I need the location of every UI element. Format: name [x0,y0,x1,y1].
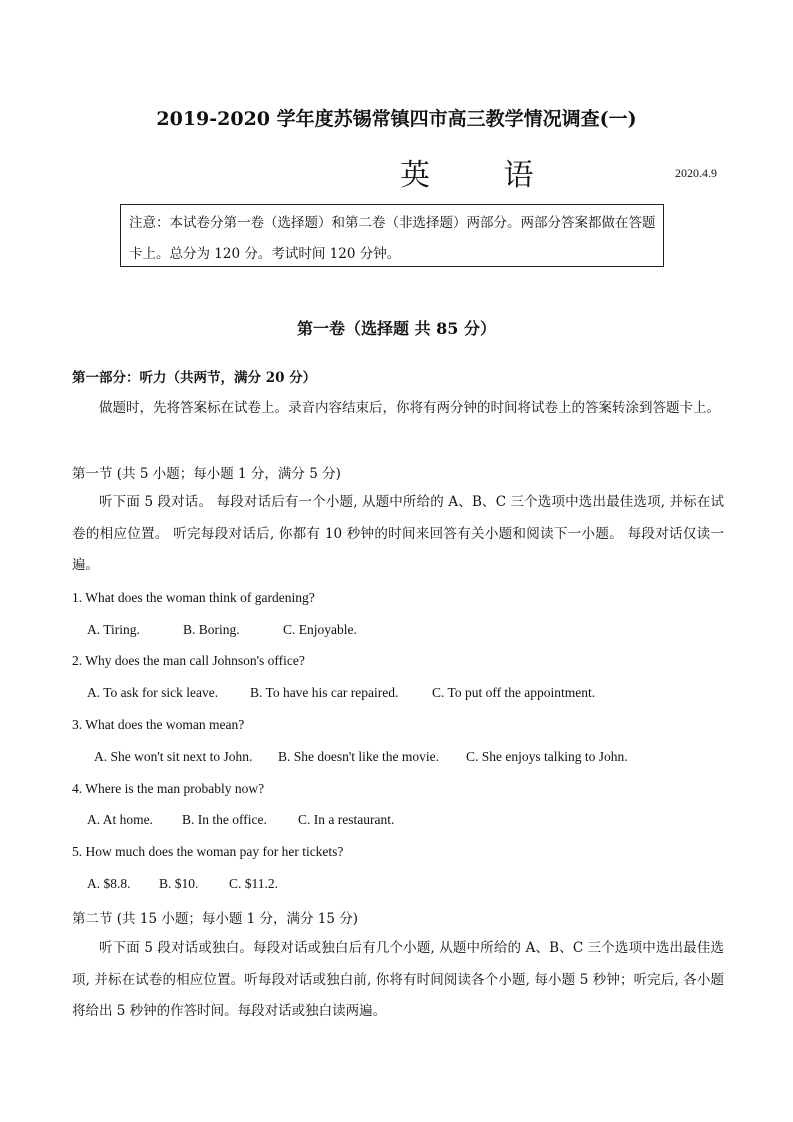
volume1-title: 第一卷（选择题 共 85 分） [297,319,496,338]
question-5-option-c: C. $11.2. [229,876,279,891]
question-5-stem: 5. How much does the woman pay for her tickets? [72,844,344,859]
question-3-option-c: C. She enjoys talking to John. [466,749,628,764]
section2-title: 第二节 (共 15 小题；每小题 1 分，满分 15 分) [72,911,359,927]
question-2-option-b: B. To have his car repaired. [250,685,399,700]
question-1-option-c: C. Enjoyable. [283,622,357,637]
part1-title: 第一部分：听力（共两节，满分 20 分） [72,370,317,386]
question-2-stem: 2. Why does the man call Johnson's office? [72,653,305,668]
section2-instruction: 听下面 5 段对话或独白。每段对话或独白后有几个小题, 从题中所给的 A、B、C 三个选项中选出最佳选项, 并标在试卷的相应位置。听每段对话或独白前, 你将有时间阅读各个小题, 每小题 5 秒钟；听完后, 各小题将给出 5 秒钟的作答时间。每段对话或独白读两遍。 [72,940,724,1019]
question-4-option-c: C. In a restaurant. [298,812,395,827]
subject-title: 英 语 [400,158,566,193]
question-4-stem: 4. Where is the man probably now? [72,781,265,796]
question-4-option-b: B. In the office. [182,812,267,827]
question-1-option-a: A. Tiring. [87,622,140,637]
exam-date: 2020.4.9 [675,166,717,180]
question-5-option-b: B. $10. [159,876,199,891]
question-1-stem: 1. What does the woman think of gardening? [72,590,315,605]
exam-title: 2019-2020 学年度苏锡常镇四市高三教学情况调查(一) [156,108,637,130]
question-3-stem: 3. What does the woman mean? [72,717,245,732]
question-3-option-a: A. She won't sit next to John. [94,749,253,764]
section1-title: 第一节 (共 5 小题；每小题 1 分，满分 5 分) [72,466,341,482]
question-4-option-a: A. At home. [87,812,153,827]
question-2-option-c: C. To put off the appointment. [432,685,596,700]
notice-box: 注意：本试卷分第一卷（选择题）和第二卷（非选择题）两部分。两部分答案都做在答题卡上。总分为 120 分。考试时间 120 分钟。 [120,204,664,267]
section1-instruction: 听下面 5 段对话。 每段对话后有一个小题, 从题中所给的 A、B、C 三个选项中选出最佳选项, 并标在试卷的相应位置。 听完每段对话后, 你都有 10 秒钟的时间来回答有关小题和阅读下一小题。 每段对话仅读一遍。 [72,494,724,573]
question-2-option-a: A. To ask for sick leave. [87,685,219,700]
question-1-option-b: B. Boring. [183,622,240,637]
part1-instruction: 做题时，先将答案标在试卷上。录音内容结束后，你将有两分钟的时间将试卷上的答案转涂到答题卡上。 [99,400,720,416]
question-3-option-b: B. She doesn't like the movie. [278,749,440,764]
question-5-option-a: A. $8.8. [87,876,131,891]
